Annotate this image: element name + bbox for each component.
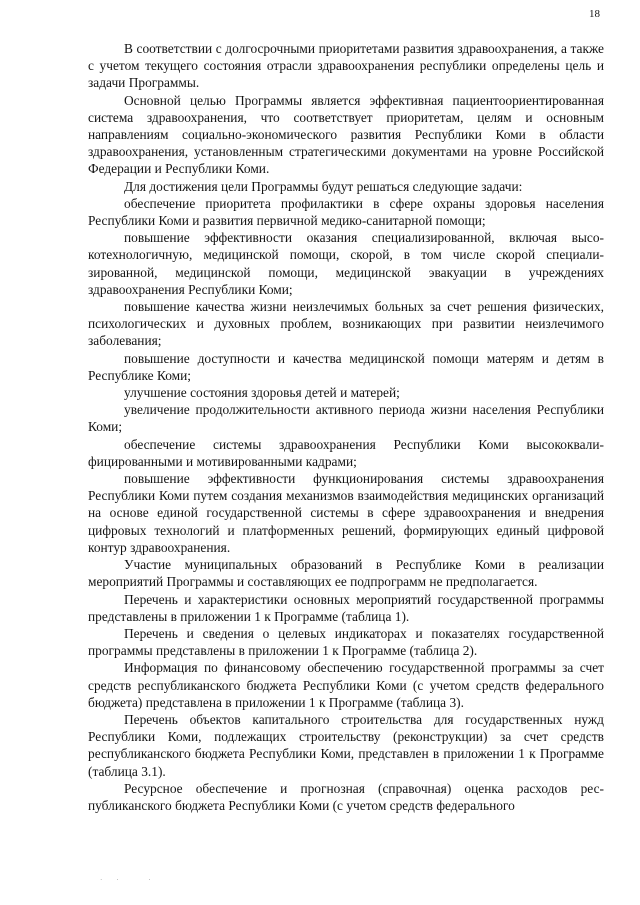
task-item: повышение качества жизни неизлечимых больных за счет решения физических, психологических и духовных проблем, возникающих при развитии неизлечимого заболевания; [88, 299, 604, 349]
paragraph-resource-provision: Ресурсное обеспечение и прогнозная (справочная) оценка расходов республиканского бюджета Республики Коми (с учетом средств федерального [88, 780, 604, 813]
scan-artifact-dots: ·· · [100, 876, 165, 884]
paragraph-municipal: Участие муниципальных образований в Республике Коми в реализации мероприятий Программы и составляющих ее подпрограмм не предполагается. [88, 557, 604, 590]
page-number: 18 [589, 8, 600, 20]
paragraph-capital-objects: Перечень объектов капитального строительства для государственных нужд Республики Коми, подлежащих строительству (реконструкции) за счет средств республиканского бюджета Республики Коми, представлен в приложении 1 к Программе (таблица 3.1). [88, 711, 604, 779]
paragraph-goals-intro: В соответствии с долгосрочными приоритетами развития здравоохранения, а также с учетом текущего состояния отрасли здравоохранения республики определены цель и задачи Программы. [88, 41, 604, 91]
body-text [88, 40, 604, 814]
task-item: повышение доступности и качества медицинской помощи матерям и детям в Республике Коми; [88, 350, 604, 383]
task-item: повышение эффективности функционирования системы здравоохранения Республики Коми путем создания механизмов взаимодействия медицинских организаций на основе единой государственной системы в сфере здравоохранения и внедрения цифровых технологий и платформенных решений, формирующих единый цифровой контур здравоохранения. [88, 471, 604, 555]
task-item: улучшение состояния здоровья детей и матерей; [124, 385, 400, 401]
paragraph-activities-list: Перечень и характеристики основных мероприятий государственной программы представлены в приложении 1 к Программе (таблица 1). [88, 591, 604, 624]
task-item: увеличение продолжительности активного периода жизни населения Республики Коми; [88, 402, 604, 435]
paragraph-financing: Информация по финансовому обеспечению государственной программы за счет средств республиканского бюджета Республики Коми (с учетом средств федерального бюджета) представлена в приложении 1 к Программе (таблица 3). [88, 660, 604, 710]
paragraph-tasks-intro: Для достижения цели Программы будут решаться следующие задачи: [124, 178, 523, 194]
task-item: обеспечение системы здравоохранения Республики Коми высококвалифицированными и мотивированными кадрами; [88, 436, 604, 469]
task-item: обеспечение приоритета профилактики в сфере охраны здоровья населения Республики Коми и развития первичной медико-санитарной помощи; [88, 195, 604, 229]
task-item: повышение эффективности оказания специализированной, включая высокотехнологичную, медицинской помощи, скорой, в том числе скорой специализированной, медицинской помощи, медицинской эвакуации в учреждениях здравоохранения Республики Коми; [88, 230, 604, 297]
paragraph-indicators: Перечень и сведения о целевых индикаторах и показателях государственной программы представлены в приложении 1 к Программе (таблица 2). [88, 625, 604, 659]
paragraph-main-goal: Основной целью Программы является эффективная пациентоориентированная система здравоохранения, что соответствует приоритетам, целям и основным направлениям социально-экономического развития Республики Коми в области здравоохранения, установленным стратегическими документами на уровне Российской Федерации и Республики Коми. [88, 92, 604, 177]
